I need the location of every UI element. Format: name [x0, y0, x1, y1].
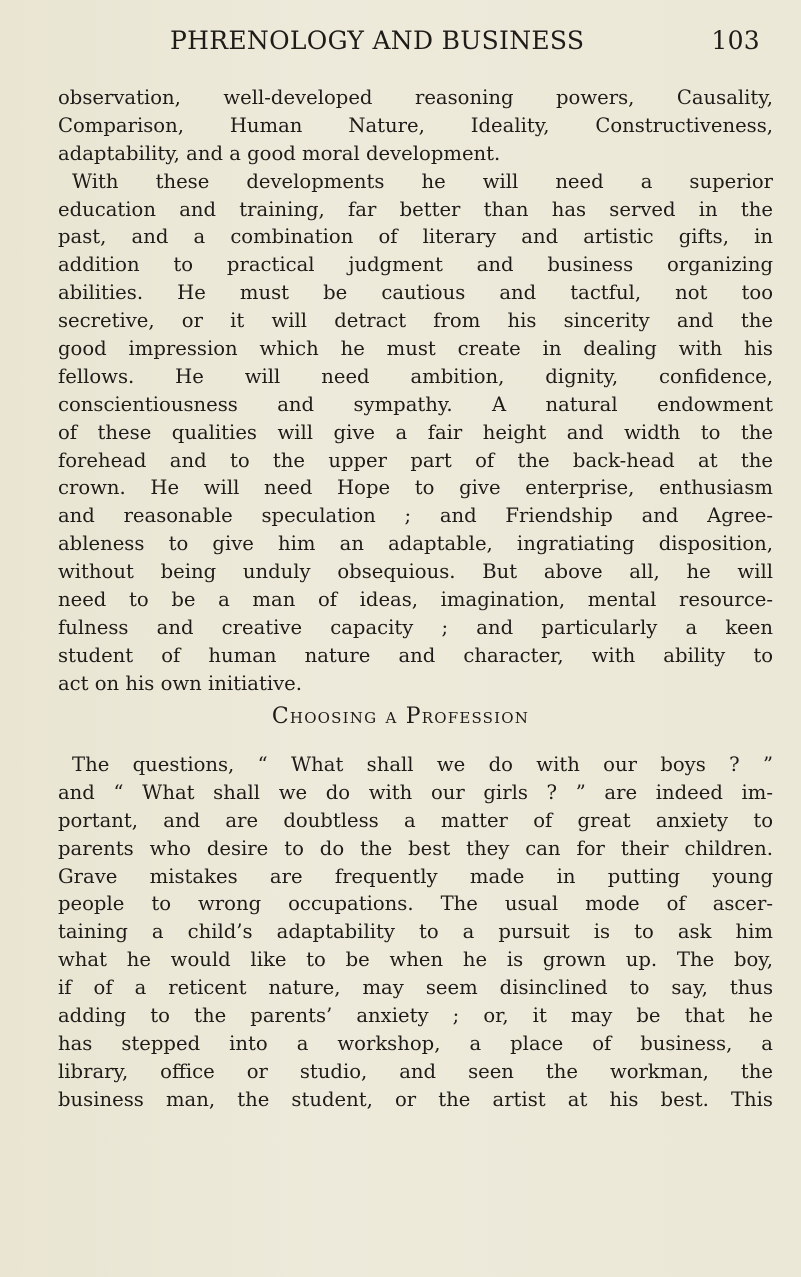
body-text-lower: [58, 751, 773, 1114]
text-line: if of a reticent nature, may seem disinclined to say, thus: [58, 976, 773, 1000]
text-line: people to wrong occupations. The usual mode of ascer-: [58, 892, 773, 916]
text-line: fellows. He will need ambition, dignity, confidence,: [58, 364, 773, 388]
text-line: and reasonable speculation ; and Friendship and Agree-: [58, 504, 773, 528]
text-line: education and training, far better than has served in the: [58, 197, 773, 221]
text-line: has stepped into a workshop, a place of business, a: [58, 1031, 773, 1055]
text-line: conscientiousness and sympathy. A natural endowment: [58, 392, 773, 416]
text-line: The questions, “ What shall we do with our boys ? ”: [72, 753, 773, 776]
running-header: [170, 26, 760, 66]
text-line: parents who desire to do the best they can for their children.: [58, 836, 773, 860]
text-line: ableness to give him an adaptable, ingratiating disposition,: [58, 532, 773, 556]
text-line: abilities. He must be cautious and tactful, not too: [58, 281, 773, 305]
page-number: 103: [711, 26, 760, 55]
text-line: adaptability, and a good moral development.: [58, 141, 501, 165]
text-line: secretive, or it will detract from his sincerity and the: [58, 309, 773, 333]
text-line: adding to the parents’ anxiety ; or, it may be that he: [58, 1004, 773, 1028]
text-line: forehead and to the upper part of the back-head at the: [58, 448, 773, 472]
text-line: good impression which he must create in dealing with his: [58, 337, 773, 361]
text-line: without being unduly obsequious. But above all, he will: [58, 560, 773, 584]
text-line: Comparison, Human Nature, Ideality, Constructiveness,: [58, 113, 773, 137]
body-text-upper: [58, 84, 773, 698]
text-line: Grave mistakes are frequently made in putting young: [58, 864, 773, 888]
text-line: need to be a man of ideas, imagination, mental resource-: [58, 588, 773, 612]
text-line: past, and a combination of literary and artistic gifts, in: [58, 225, 773, 249]
text-line: addition to practical judgment and business organizing: [58, 253, 773, 277]
text-line: and “ What shall we do with our girls ? ” are indeed im-: [58, 780, 773, 804]
section-heading: Choosing a Profession: [271, 704, 530, 729]
text-line: crown. He will need Hope to give enterprise, enthusiasm: [58, 476, 773, 500]
text-line: of these qualities will give a fair height and width to the: [58, 420, 773, 444]
text-line: fulness and creative capacity ; and particularly a keen: [58, 615, 773, 639]
text-line: student of human nature and character, with ability to: [58, 643, 773, 667]
text-line: observation, well-developed reasoning powers, Causality,: [58, 86, 773, 109]
text-line: act on his own initiative.: [58, 671, 302, 695]
running-title: PHRENOLOGY AND BUSINESS: [170, 26, 585, 55]
text-line: With these developments he will need a superior: [72, 169, 773, 193]
text-line: library, office or studio, and seen the workman, the: [58, 1059, 773, 1083]
text-line: what he would like to be when he is grown up. The boy,: [58, 948, 773, 972]
text-line: business man, the student, or the artist at his best. This: [58, 1087, 773, 1111]
text-line: taining a child’s adaptability to a pursuit is to ask him: [58, 920, 773, 944]
text-line: portant, and are doubtless a matter of great anxiety to: [58, 808, 773, 832]
